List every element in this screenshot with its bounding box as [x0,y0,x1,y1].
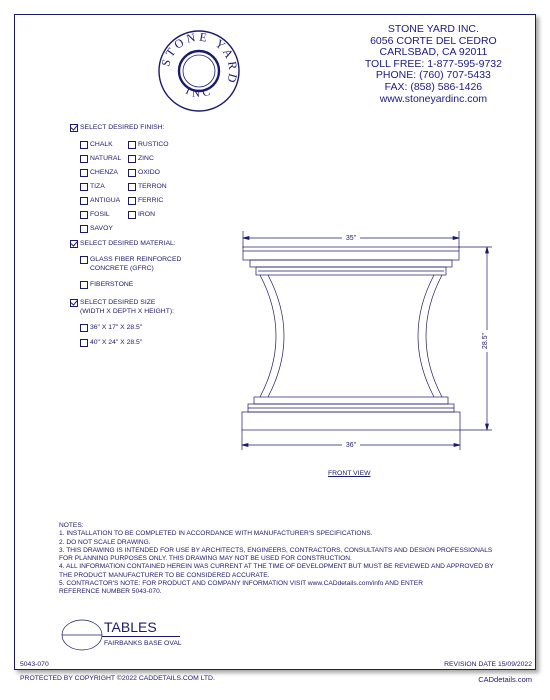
material-checkbox-fiberstone[interactable] [80,281,88,289]
svg-text:STONE YARD [158,30,240,87]
size-heading-checkbox[interactable] [70,299,78,307]
stone-yard-logo [156,28,242,114]
finish-label-natural: NATURAL [90,155,122,162]
finish-checkbox-fosil[interactable] [80,211,88,219]
finish-checkbox-iron[interactable] [128,211,136,219]
notes-block [59,522,494,597]
title-block-subtitle: FAIRBANKS BASE OVAL [104,640,182,647]
company-phone: PHONE: (760) 707-5433 [375,69,491,82]
finish-checkbox-savoy[interactable] [80,225,88,233]
logo-ring-text-2: YARD [212,36,241,87]
notes-heading: NOTES: [59,522,84,529]
material-label-fiberstone: FIBERSTONE [90,281,134,288]
note-line: 5. CONTRACTOR'S NOTE: FOR PRODUCT AND COMPANY INFORMATION VISIT www.CADdetails.com/info AND ENTER [59,580,423,588]
finish-checkbox-terron[interactable] [128,183,136,191]
finish-label-savoy: SAVOY [90,225,113,232]
logo-ring-text-3: INC [183,84,216,101]
size-heading-2: (WIDTH X DEPTH X HEIGHT): [80,308,175,315]
finish-label-ferric: FERRIC [138,197,164,204]
finish-label-chenza: CHENZA [90,169,118,176]
logo-ring-text: STONE [158,29,211,69]
finish-checkbox-zinc[interactable] [128,155,136,163]
finish-label-chalk: CHALK [90,141,113,148]
note-line: 4. ALL INFORMATION CONTAINED HEREIN WAS CURRENT AT THE TIME OF DEVELOPMENT BUT MUST BE REVIEWED AND APPROVED BY [59,563,494,571]
dim-bottom-label: 36" [345,442,357,449]
finish-heading-checkbox[interactable] [70,124,78,132]
finish-heading: SELECT DESIRED FINISH: [80,124,165,131]
finish-checkbox-chenza[interactable] [80,169,88,177]
size-heading-1: SELECT DESIRED SIZE [80,299,156,306]
finish-checkbox-antigua[interactable] [80,197,88,205]
company-name: STONE YARD INC. [387,23,479,35]
title-block-symbol [60,618,104,652]
material-heading-checkbox[interactable] [70,240,78,248]
finish-label-antigua: ANTIGUA [90,197,121,204]
note-line: REFERENCE NUMBER 5043-070. [59,588,162,596]
size-checkbox-40[interactable] [80,339,88,347]
finish-label-iron: IRON [138,211,155,218]
material-label-gfrc-1: GLASS FIBER REINFORCED [90,256,182,263]
front-view-caption: FRONT VIEW [328,470,371,477]
finish-checkbox-ferric[interactable] [128,197,136,205]
note-line: FOR PLANNING PURPOSES ONLY. THIS DRAWING MAY NOT BE USED FOR CONSTRUCTION. [59,555,352,563]
note-line: 2. DO NOT SCALE DRAWING. [59,538,151,546]
finish-checkbox-rustico[interactable] [128,141,136,149]
front-view-drawing [230,226,500,456]
note-line: 1. INSTALLATION TO BE COMPLETED IN ACCORDANCE WITH MANUFACTURER'S SPECIFICATIONS. [59,530,373,538]
material-checkbox-gfrc[interactable] [80,256,88,264]
material-label-gfrc-2: CONCRETE (GFRC) [90,265,154,272]
finish-label-tiza: TIZA [90,183,105,190]
footer-reference: 5043-070 [20,661,49,668]
size-checkbox-36[interactable] [80,324,88,332]
dim-top-label: 35" [345,235,357,242]
finish-label-terron: TERRON [138,183,167,190]
finish-checkbox-chalk[interactable] [80,141,88,149]
note-line: 3. THIS DRAWING IS INTENDED FOR USE BY ARCHITECTS, ENGINEERS, CONTRACTORS, CONSULTANTS AND DESIGN PROFESSIONALS [59,546,493,554]
company-fax: FAX: (858) 586-1426 [384,80,483,93]
footer-brand[interactable]: CADdetails.com [478,675,532,684]
finish-label-zinc: ZINC [138,155,154,162]
size-label-36: 36" X 17" X 28.5" [90,324,143,331]
company-address-2: CARLSBAD, CA 92011 [379,46,488,59]
size-label-40: 40" X 24" X 28.5" [90,339,143,346]
note-line: THE PRODUCT MANUFACTURER TO BE CONSIDERED ACCURATE. [59,571,270,579]
footer-copyright: PROTECTED BY COPYRIGHT ©2022 CADDETAILS.COM LTD. [20,675,215,682]
finish-label-fosil: FOSIL [90,211,110,218]
material-heading: SELECT DESIRED MATERIAL: [80,240,176,247]
finish-label-rustico: RUSTICO [138,141,169,148]
finish-label-oxido: OXIDO [138,169,160,176]
footer-revision-date: REVISION DATE 15/09/2022 [444,661,532,668]
finish-checkbox-oxido[interactable] [128,169,136,177]
company-address-1: 6056 CORTE DEL CEDRO [370,34,497,47]
company-info [365,24,502,105]
company-tollfree: TOLL FREE: 1-877-595-9732 [364,57,502,70]
company-website[interactable]: www.stoneyardinc.com [379,92,488,105]
title-block-title: TABLES [104,619,157,635]
title-underline [102,636,180,637]
finish-checkbox-tiza[interactable] [80,183,88,191]
dim-height-label: 28.5" [482,332,489,350]
finish-checkbox-natural[interactable] [80,155,88,163]
